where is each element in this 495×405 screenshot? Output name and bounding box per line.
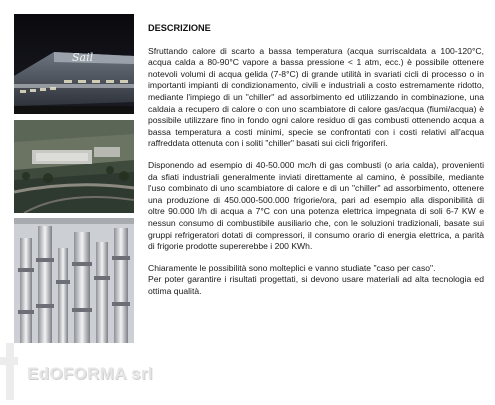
description-paragraph-1: Sfruttando calore di scarto a bassa temperatura (acqua surriscaldata a 100-120°C, acqua calda a 80-90°C vapore a bassa pressione < 1 atm, ecc.) è possibile ottenere notevoli volumi di acqua gelida (7-8°C) di grande utilità in svariati cicli di processo o in importanti impianti di condizionamento, civili e industriali a costo estremamente ridotto, mediante l'impiego di un "chiller" ad assorbimento ed utilizzando in combinazione, una caldaia a recupero di calore o con uno scambiatore di calore gas/acqua (fiumi/acqua) è possibile utilizzare fino in fondo ogni calore residuo di gas combusti ottenendo acqua a bassa temperatura a costi minimi, specie se confrontati con i costi relativi all'acqua raffreddata ottenuta con i soliti "chiller" basati sui cicli frigoriferi. [148, 45, 484, 149]
company-brand: EdOFORMA srl [27, 364, 153, 383]
description-heading: DESCRIZIONE [148, 23, 211, 33]
description-paragraph-2: Disponendo ad esempio di 40-50.000 mc/h di gas combusti (o aria calda), provenienti da sfiati industriali generalmente inviati direttamente al camino, è possibile, mediante l'uso combinato di uno scambiatore di calore e di un "chiller" ad assorbimento, ottenere una produzione di 450.000-500.000 frigorie/ora, pari ad esempio alla disponibilità di oltre 90.000 l/h di acqua a 7°C con una potenza elettrica impegnata di soli 6-7 KW e nessun consumo di combustibile ausiliario che, con le soluzioni tradizionali, basate sui gruppi refrigeratori dotati di compressori, il consumo orario di energia elettrica, a parità di frigorie prodotte supererebbe i 200 KWh. [148, 159, 484, 252]
description-paragraph-3a: Chiaramente le possibilità sono molteplici e vanno studiate "caso per caso". [148, 262, 436, 273]
aerial-site-photo [14, 120, 134, 213]
description-paragraph-3b: Per poter garantire i risultati progettati, si devono usare materiali ad alta tecnologia ed ottima qualità. [148, 274, 484, 296]
building-sign-text: Sail [72, 51, 94, 64]
industrial-building-photo [14, 14, 134, 114]
description-panel [148, 23, 484, 307]
plant-pipes-photo [14, 218, 134, 343]
plus-logo-icon [0, 343, 18, 400]
